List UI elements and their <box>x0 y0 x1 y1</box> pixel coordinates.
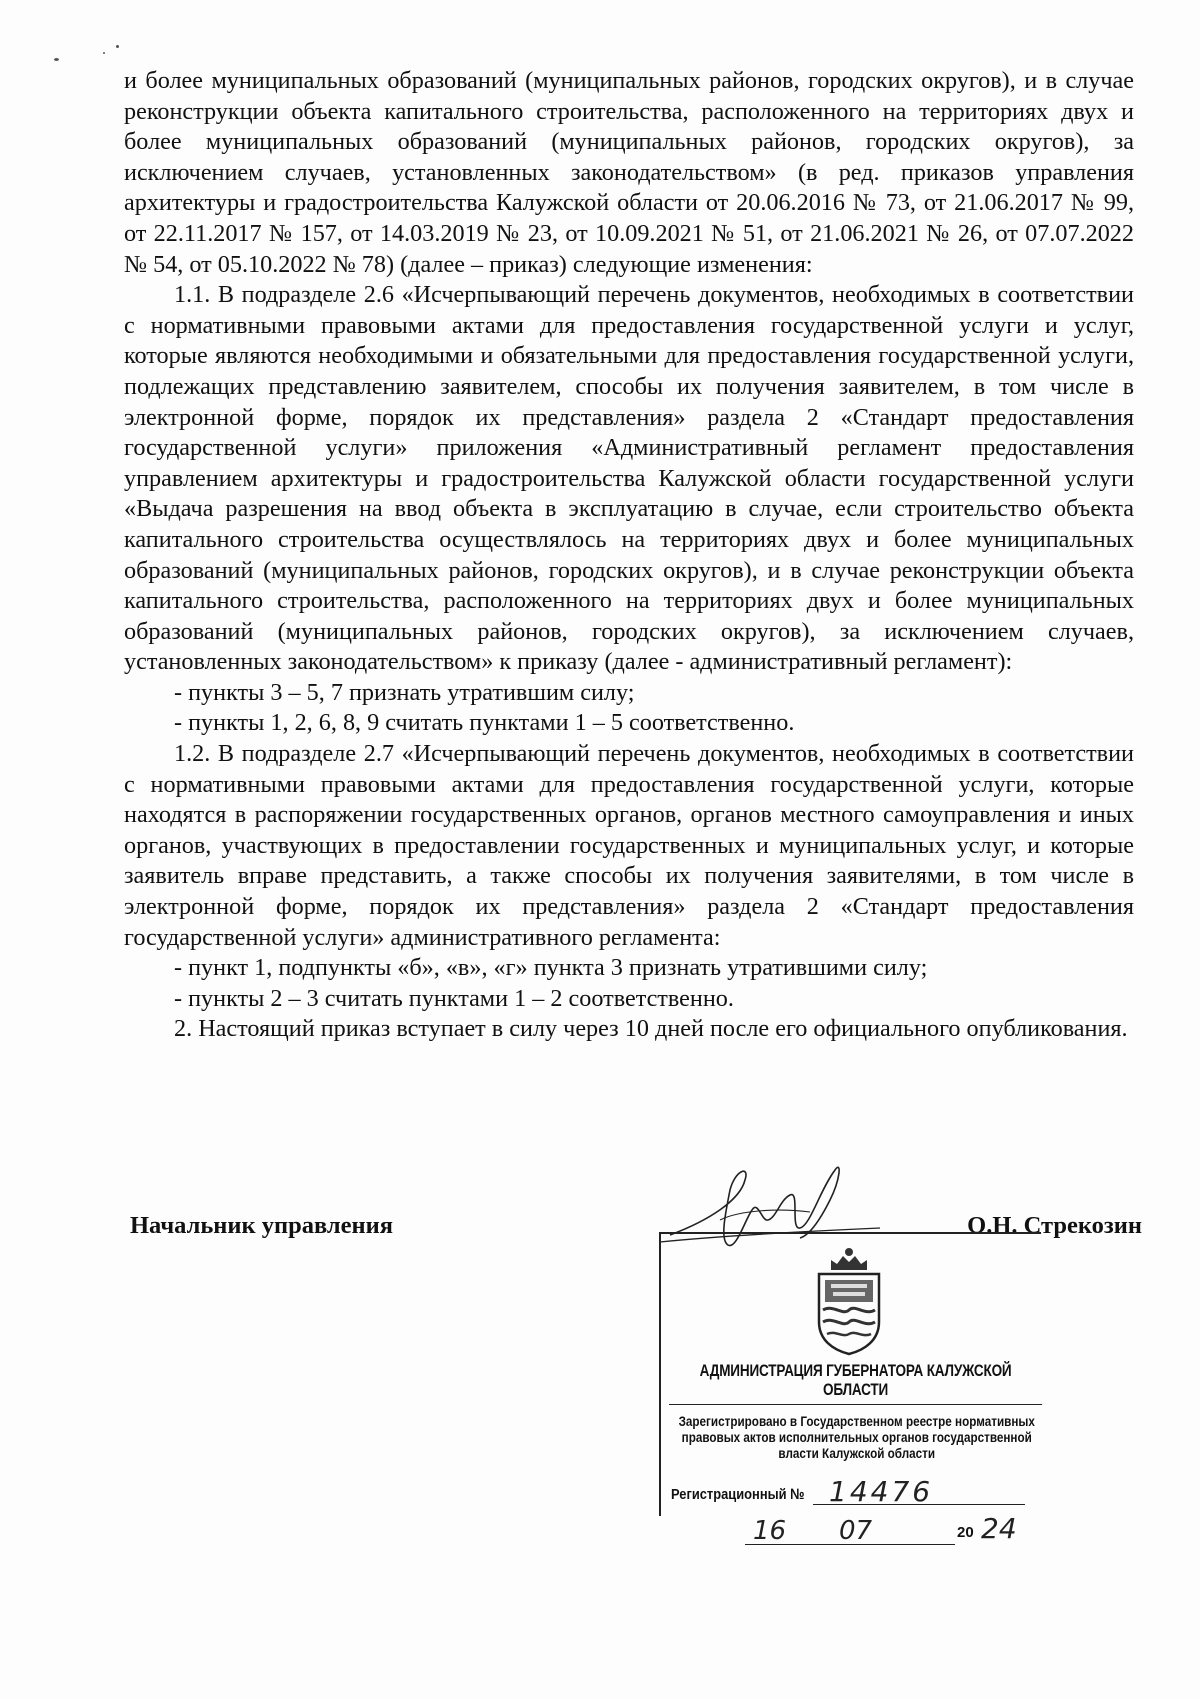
scan-speck <box>116 45 119 48</box>
paragraph-item-2: 2. Настоящий приказ вступает в силу через 10 дней после его официального опубликования. <box>174 1015 1128 1043</box>
stamp-date-year-handwritten: 24 <box>981 1512 1017 1545</box>
document-body <box>124 66 1134 1045</box>
paragraph-item-1-2: 1.2. В подразделе 2.7 «Исчерпывающий перечень документов, необходимых в соответствии с нормативными правовыми актами для предоставления государственной услуги, которые находятся в распоряжении государственных органов, органов местного самоуправления и иных органов, участвующих в предоставлении государственных и муниципальных услуг, и которые заявитель вправе представить, а также способы их получения заявителями, в том числе в электронной форме, порядок их представления» раздела 2 «Стандарт предоставления государственной услуги» административного регламента: <box>124 740 1134 951</box>
signer-title: Начальник управления <box>130 1212 394 1239</box>
stamp-registration-label: Регистрационный № <box>671 1486 805 1503</box>
scan-speck <box>103 52 105 54</box>
stamp-organization: АДМИНИСТРАЦИЯ ГУБЕРНАТОРА КАЛУЖСКОЙ ОБЛАСТИ <box>669 1362 1042 1405</box>
list-line: - пункты 2 – 3 считать пунктами 1 – 2 соответственно. <box>174 984 734 1012</box>
registration-stamp <box>659 1232 1041 1546</box>
stamp-date-year-prefix: 20 <box>957 1524 974 1541</box>
list-line: - пункт 1, подпункты «б», «в», «г» пункта 3 признать утратившими силу; <box>174 954 928 982</box>
stamp-date-day: 16 <box>753 1516 787 1546</box>
coat-of-arms-icon <box>809 1244 889 1356</box>
paragraph-item-1-1: 1.1. В подразделе 2.6 «Исчерпывающий перечень документов, необходимых в соответствии с нормативными правовыми актами для предоставления государственной услуги и услуг, которые являются необходимыми и обязательными для предоставления государственной услуги, подлежащих представлению заявителем, способы их получения заявителем, в том числе в электронной форме, порядок их представления» раздела 2 «Стандарт предоставления государственной услуги» приложения «Административный регламент предоставления управлением архитектуры и градостроительства Калужской области государственной услуги «Выдача разрешения на ввод объекта в эксплуатацию в случае, если строительство объекта капитального строительства осуществлялось на территориях двух и более муниципальных образований (муниципальных районов, городских округов), и в случае реконструкции объекта капитального строительства, расположенного на территориях двух и более муниципальных образований (муниципальных районов, городских округов), за исключением случаев, установленных законодательством» к приказу (далее - административный регламент): <box>124 281 1134 676</box>
list-line: - пункты 3 – 5, 7 признать утратившим силу; <box>174 678 635 706</box>
scan-speck <box>54 58 59 61</box>
stamp-date <box>745 1512 1045 1558</box>
paragraph-continuation: и более муниципальных образований (муниципальных районов, городских округов), и в случае реконструкции объекта капитального строительства, расположенного на территориях двух и более муниципальных образований (муниципальных районов, городских округов), за исключением случаев, установленных законодательством» (в ред. приказов управления архитектуры и градостроительства Калужской области от 20.06.2016 № 73, от 21.06.2017 № 99, от 22.11.2017 № 157, от 14.03.2019 № 23, от 10.09.2021 № 51, от 21.06.2021 № 26, от 07.07.2022 № 54, от 05.10.2022 № 78) (далее – приказ) следующие изменения: <box>124 67 1134 278</box>
stamp-registration-note: Зарегистрировано в Государственном реестре нормативных правовых актов исполнительных органов государственной власти Калужской области <box>678 1414 1035 1461</box>
signer-name: О.Н. Стрекозин <box>967 1212 1142 1239</box>
stamp-date-month: 07 <box>839 1516 873 1546</box>
stamp-registration-number: 14476 <box>829 1475 934 1508</box>
list-line: - пункты 1, 2, 6, 8, 9 считать пунктами 1 – 5 соответственно. <box>174 709 795 737</box>
